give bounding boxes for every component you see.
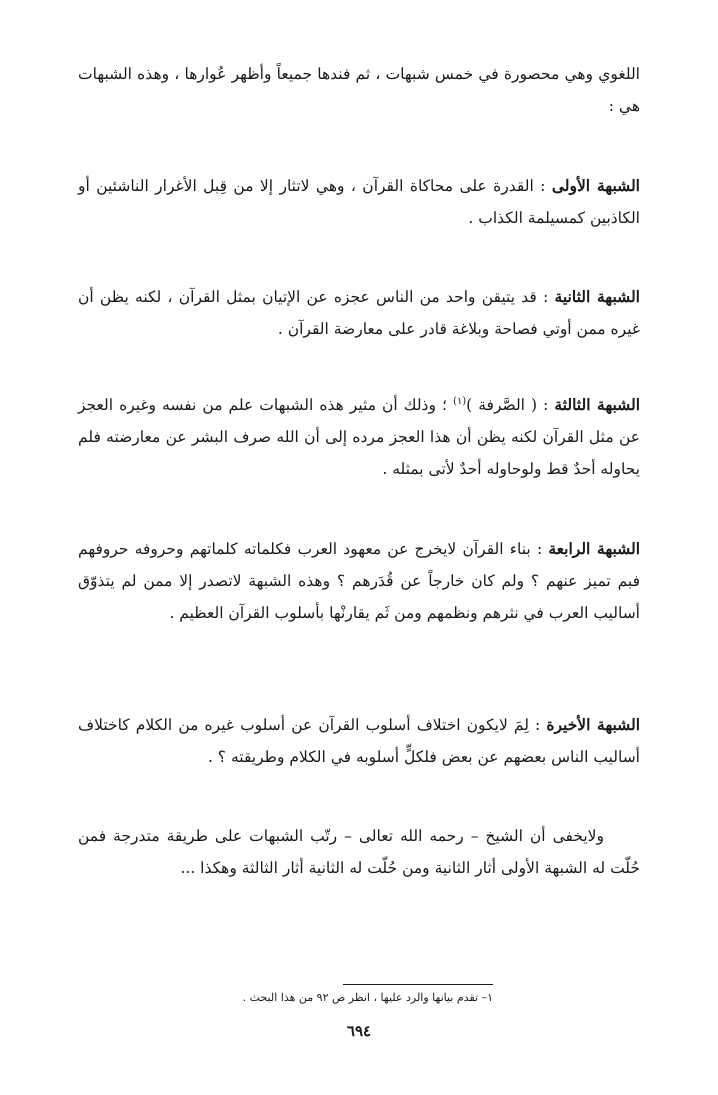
closing-text: ولايخفى أن الشيخ – رحمه الله تعالى – رتّب الشبهات على طريقة متدرجة فمن حُلّت له الشبهة الأولى أثار الثانية ومن حُلّت له الثانية أثار الثالثة وهكذا ... <box>78 827 640 877</box>
shubha-third-title: الشبهة الثالثة <box>554 395 640 414</box>
page-number: ٦٩٤ <box>346 1022 372 1040</box>
footnote-divider <box>343 984 493 985</box>
shubha-fourth-title: الشبهة الرابعة <box>548 539 640 558</box>
shubha-last-paragraph <box>78 709 640 773</box>
shubha-fourth-text: : بناء القرآن لايخرج عن معهود العرب فكلماته كلماتهم وحروفه حروفهم فبم تميز عنهم ؟ ولم كان خارجاً عن قُدَرهم ؟ وهذه الشبهة لاتصدر إلا ممن لم يتذوّق أساليب العرب في نثرهم ونظمهم ومن ثَم يقارنْها بأسلوب القرآن العظيم . <box>78 540 640 622</box>
shubha-third-text-before: : ( الصَّرفة ) <box>466 396 555 414</box>
shubha-third-paragraph <box>78 389 640 485</box>
shubha-first-paragraph <box>78 170 640 234</box>
shubha-second-paragraph <box>78 281 640 345</box>
shubha-last-text: : لِمَ لايكون اختلاف أسلوب القرآن عن أسلوب غيره من الكلام كاختلاف أساليب الناس بعضهم عن بعض فلكلٍّ أسلوبه في الكلام وطريقته ؟ . <box>78 716 640 766</box>
closing-paragraph <box>78 820 640 884</box>
shubha-second-text: : قد يتيقن واحد من الناس عجزه عن الإتيان بمثل القرآن ، لكنه يظن أن غيره ممن أوتي فصاحة وبلاغة قادر على معارضة القرآن . <box>78 288 640 338</box>
footnote-reference-mark: (١) <box>452 395 467 407</box>
shubha-first-text: : القدرة على محاكاة القرآن ، وهي لاتثار إلا من قِبل الأغرار الناشئين أو الكاذبين كمسيلمة الكذاب . <box>78 177 640 227</box>
shubha-last-title: الشبهة الأخيرة <box>546 715 640 734</box>
footnote: ١– تقدم بيانها والرد عليها ، انظر ص ٩٢ من هذا البحث . <box>242 991 493 1004</box>
shubha-fourth-paragraph <box>78 533 640 629</box>
intro-paragraph <box>78 58 640 122</box>
intro-text: اللغوي وهي محصورة في خمس شبهات ، ثم فندها جميعاً وأظهر عُوارها ، وهذه الشبهات هي : <box>78 65 640 115</box>
shubha-first-title: الشبهة الأولى <box>551 176 640 195</box>
shubha-third-text-after: ؛ وذلك أن مثير هذه الشبهات علم من نفسه وغيره العجز عن مثل القرآن لكنه يظن أن هذا العجز مرده إلى أن الله صرف البشر عن معارضته فلم يحاوله أحدٌ قط ولوحاوله أحدٌ لأتى بمثله . <box>78 396 640 478</box>
shubha-second-title: الشبهة الثانية <box>554 287 640 306</box>
